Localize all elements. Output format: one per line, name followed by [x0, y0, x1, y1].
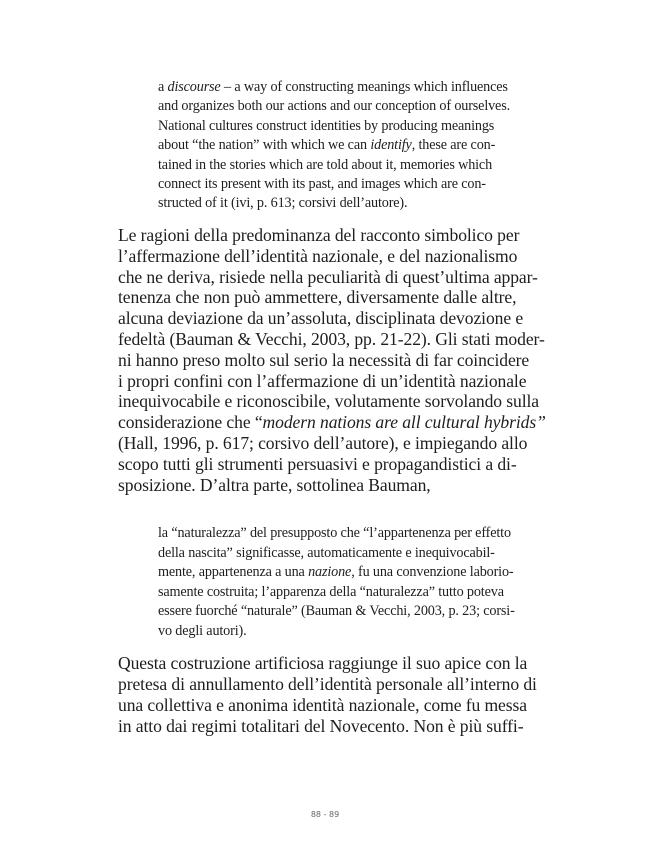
text-segment: pretesa di annullamento dell’identità personale all’interno di	[118, 674, 537, 694]
text-segment: la “naturalezza” del presupposto che “l’appartenenza per effetto	[158, 525, 511, 541]
block-quote-hall	[158, 78, 510, 214]
text-segment: una collettiva e anonima identità nazionale, come fu messa	[118, 695, 527, 715]
text-line	[158, 156, 510, 175]
text-segment: essere fuorché “naturale” (Bauman & Vecchi, 2003, p. 23; corsi-	[158, 603, 515, 619]
italic-text: identify	[370, 137, 412, 154]
text-line	[158, 544, 515, 564]
text-line	[118, 653, 537, 674]
text-segment: connect its present with its past, and images which are con-	[158, 176, 486, 193]
text-line	[158, 117, 510, 136]
text-line	[118, 674, 537, 695]
text-line	[158, 175, 510, 194]
text-line	[118, 225, 546, 246]
text-line	[118, 391, 546, 412]
text-line	[118, 475, 546, 496]
text-segment: Questa costruzione artificiosa raggiunge il suo apice con la	[118, 653, 528, 673]
text-segment: mente, appartenenza a una	[158, 564, 309, 580]
text-line	[118, 371, 546, 392]
text-segment: National cultures construct identities by producing meanings	[158, 117, 495, 134]
text-line	[118, 267, 546, 288]
text-line	[118, 454, 546, 475]
block-quote-bauman	[158, 524, 515, 641]
text-segment: i propri confini con l’affermazione di un’identità nazionale	[118, 370, 527, 391]
text-segment: and organizes both our actions and our conception of ourselves.	[158, 98, 510, 115]
text-line	[118, 287, 546, 308]
body-paragraph-2	[118, 653, 537, 737]
text-segment: che ne deriva, risiede nella peculiarità di quest’ultima appar-	[118, 266, 538, 287]
text-segment: sposizione. D’altra parte, sottolinea Bauman,	[118, 474, 431, 495]
text-segment: , fu una convenzione laborio-	[351, 564, 514, 580]
text-line	[118, 246, 546, 267]
text-segment: in atto dai regimi totalitari del Novecento. Non è più suffi-	[118, 716, 524, 736]
italic-text: discourse	[167, 79, 221, 95]
text-segment: samente costruita; l’apparenza della “naturalezza” tutto poteva	[158, 583, 504, 600]
text-line	[158, 194, 510, 213]
text-line	[158, 97, 510, 116]
text-segment: fedeltà (Bauman & Vecchi, 2003, pp. 21-22). Gli stati moder-	[118, 328, 545, 349]
italic-text: modern nations are all cultural hybrids”	[262, 412, 546, 433]
text-line	[158, 136, 510, 155]
text-segment: della nascita” significasse, automaticamente e inequivocabil-	[158, 544, 495, 561]
text-segment: alcuna deviazione da un’assoluta, disciplinata devozione e	[118, 308, 524, 329]
text-line	[118, 350, 546, 371]
text-line	[118, 716, 537, 737]
text-segment: vo degli autori).	[158, 622, 247, 639]
text-segment: tenenza che non può ammettere, diversamente dalle altre,	[118, 287, 517, 308]
text-line	[118, 412, 546, 433]
page-number: 88 - 89	[310, 810, 340, 819]
text-segment: Le ragioni della predominanza del racconto simbolico per	[118, 225, 520, 245]
text-line	[118, 308, 546, 329]
text-line	[118, 433, 546, 454]
text-segment: about “the nation” with which we can	[158, 137, 371, 154]
text-segment: l’affermazione dell’identità nazionale, e del nazionalismo	[118, 245, 518, 266]
text-line	[158, 602, 515, 622]
text-line	[118, 695, 537, 716]
text-segment: (Hall, 1996, p. 617; corsivo dell’autore), e impiegando allo	[118, 432, 528, 453]
text-segment: a	[158, 79, 168, 95]
text-line	[158, 524, 515, 544]
text-segment: – a way of constructing meanings which influences	[220, 79, 508, 95]
text-segment: inequivocabile e riconoscibile, volutamente sorvolando sulla	[118, 391, 540, 412]
text-segment: ni hanno preso molto sul serio la necessità di far coincidere	[118, 349, 530, 370]
text-line	[118, 329, 546, 350]
italic-text: nazione	[308, 564, 352, 580]
text-line	[158, 622, 515, 642]
text-segment: , these are con-	[411, 137, 496, 154]
text-segment: considerazione che “	[118, 412, 263, 433]
text-line	[158, 78, 510, 97]
text-segment: tained in the stories which are told about it, memories which	[158, 156, 493, 173]
text-line	[158, 583, 515, 603]
body-paragraph-1	[118, 225, 546, 495]
text-segment: scopo tutti gli strumenti persuasivi e propagandistici a di-	[118, 453, 517, 474]
text-line	[158, 563, 515, 583]
text-segment: structed of it (ivi, p. 613; corsivi dell’autore).	[158, 195, 408, 212]
